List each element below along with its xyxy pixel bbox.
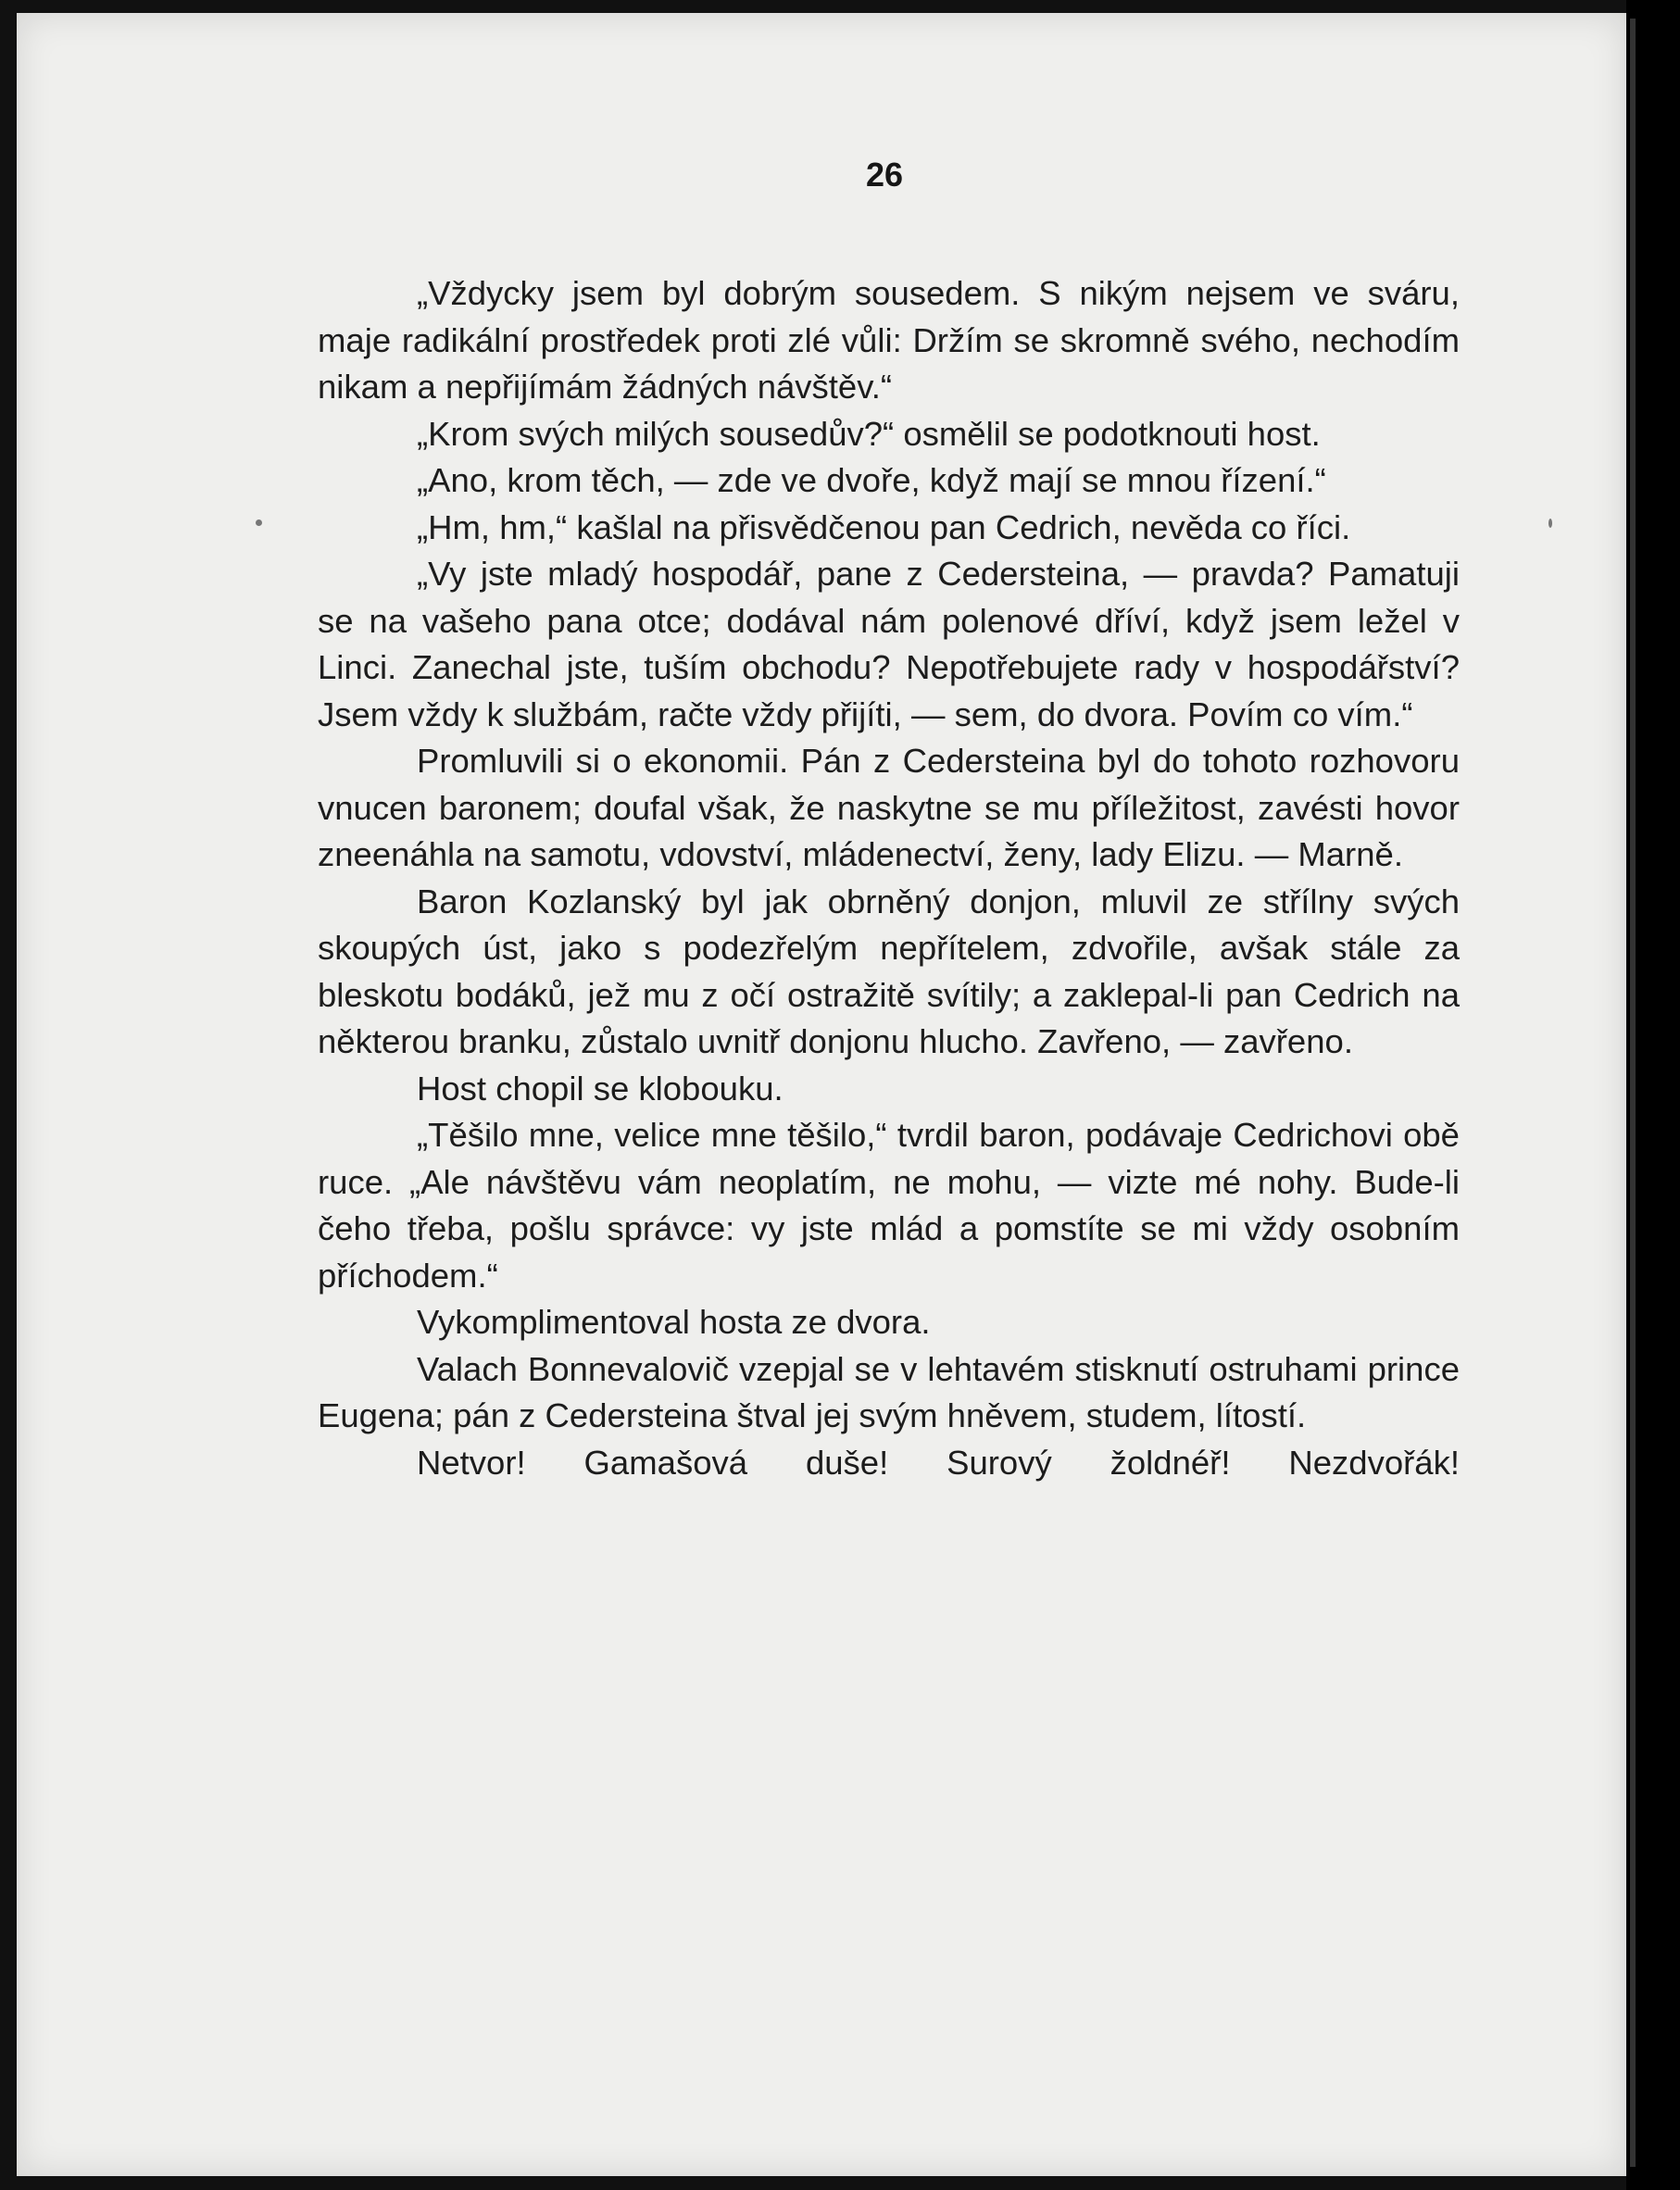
paragraph: Valach Bonnevalovič vzepjal se v lehtavém stisknutí ostruhami prince Eugena; pán z Cedersteina štval jej svým hněvem, studem, lítostí. xyxy=(318,1349,1460,1434)
paragraph: „Hm, hm,“ kašlal na přisvědčenou pan Cedrich, nevěda co říci. xyxy=(417,507,1351,546)
binding-edge xyxy=(1630,19,1636,2167)
page-number: 26 xyxy=(865,156,904,194)
paragraph: Vykomplimentoval hosta ze dvora. xyxy=(417,1303,931,1341)
paragraph: „Vy jste mladý hospodář, pane z Cedersteina, — pravda? Pamatuji se na vašeho pana otce; dodával nám polenové dříví, když jsem ležel v Linci. Zanechal jste, tuším obchodu? Nepotřebujete rady v hospodářství? Jsem vždy k službám, račte vždy přijíti, — sem, do dvora. Povím co vím.“ xyxy=(318,555,1460,733)
page-text xyxy=(318,270,1460,1486)
paragraph: „Vždycky jsem byl dobrým sousedem. S nikým nejsem ve sváru, maje radikální prostředek proti zlé vůli: Držím se skromně svého, nechodím nikam a nepřijímám žádných návštěv.“ xyxy=(318,274,1460,406)
paragraph: „Krom svých milých sousedův?“ osmělil se podotknouti host. xyxy=(417,414,1321,453)
paragraph: Baron Kozlanský byl jak obrněný donjon, mluvil ze střílny svých skoupých úst, jako s podezřelým nepřítelem, zdvořile, avšak stále za bleskotu bodáků, jež mu z očí ostražitě svítily; a zaklepal-li pan Cedrich na některou branku, zůstalo uvnitř donjonu hlucho. Zavřeno, — zavřeno. xyxy=(318,882,1460,1060)
scan-speck xyxy=(256,519,262,526)
paragraph: „Těšilo mne, velice mne těšilo,“ tvrdil baron, podávaje Cedrichovi obě ruce. „Ale návštěvu vám neoplatím, ne mohu, — vizte mé nohy. Bude-li čeho třeba, pošlu správce: vy jste mlád a pomstíte se mi vždy osobním příchodem.“ xyxy=(318,1116,1460,1295)
paragraph: Promluvili si o ekonomii. Pán z Cedersteina byl do tohoto rozhovoru vnucen baronem; doufal však, že naskytne se mu příležitost, zavésti hovor zneenáhla na samotu, vdovství, mládenectví, ženy, lady Elizu. — Marně. xyxy=(318,742,1460,873)
paragraph: Netvor! Gamašová duše! Surový žoldnéř! Nezdvořák! xyxy=(417,1443,1460,1482)
paragraph: Host chopil se klobouku. xyxy=(417,1069,784,1108)
scan-speck xyxy=(1548,519,1552,528)
paragraph: „Ano, krom těch, — zde ve dvoře, když mají se mnou řízení.“ xyxy=(417,461,1326,499)
